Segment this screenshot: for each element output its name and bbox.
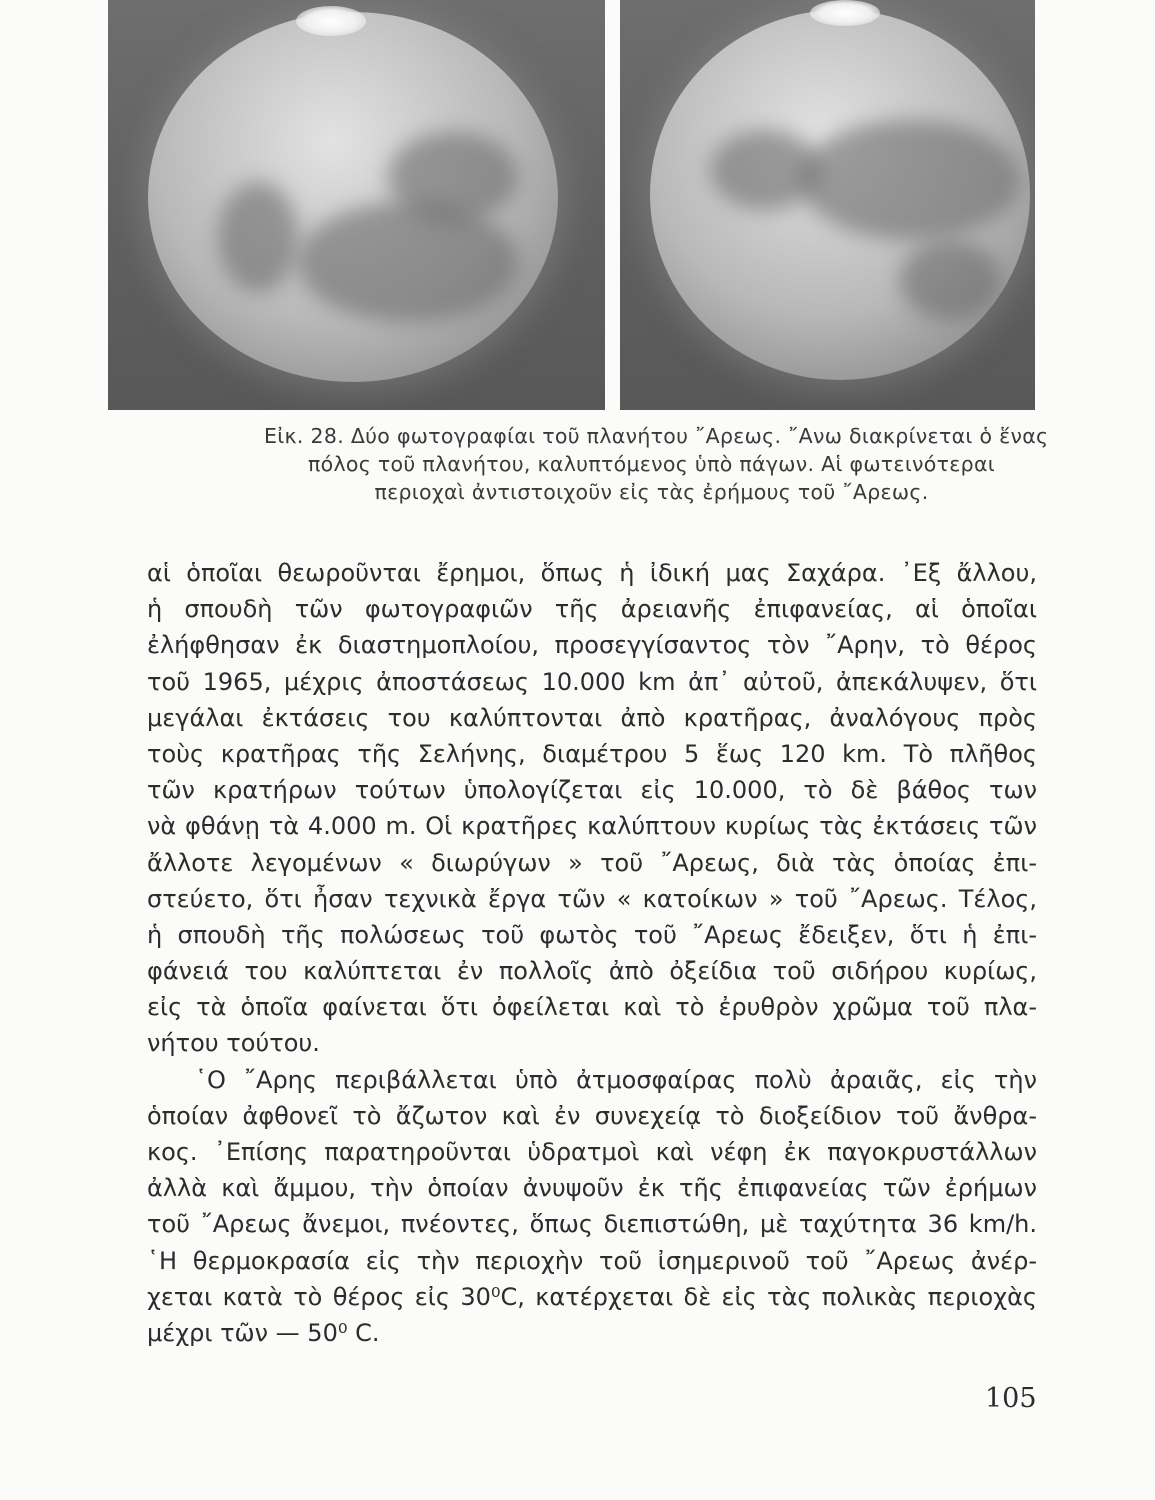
text-line: νήτου τούτου. — [147, 1029, 320, 1058]
text-line: ῾Η θερμοκρασία εἰς τὴν περιοχὴν τοῦ ἰσημερινοῦ τοῦ ῎Αρεως ἀνέρ- — [147, 1246, 1037, 1275]
text-line: ἡ σπουδὴ τῶν φωτογραφιῶν τῆς ἀρειανῆς ἐπιφανείας, αἱ ὁποῖαι — [147, 595, 1037, 624]
text-line: εἰς τὰ ὁποῖα φαίνεται ὅτι ὀφείλεται καὶ τὸ ἐρυθρὸν χρῶμα τοῦ πλα- — [147, 993, 1037, 1022]
caption-line: περιοχαὶ ἀντιστοιχοῦν εἰς τὰς ἐρήμους τοῦ ῎Αρεως. — [374, 480, 929, 504]
caption-line: Εἰκ. 28. Δύο φωτογραφίαι τοῦ πλανήτου ῎Αρεως. ῎Ανω διακρίνεται ὁ ἕνας — [264, 424, 1049, 448]
dark-region — [388, 132, 518, 222]
dark-region — [298, 202, 518, 322]
text-line: ἐλήφθησαν ἐκ διαστημοπλοίου, προσεγγίσαντος τὸν ῎Αρην, τὸ θέρος — [147, 631, 1037, 660]
figure-caption — [264, 422, 1049, 506]
dark-region — [800, 120, 1020, 240]
text-line: τοὺς κρατῆρας τῆς Σελήνης, διαμέτρου 5 ἕως 120 km. Τὸ πλῆθος — [147, 739, 1037, 768]
text-line: μεγάλαι ἐκτάσεις του καλύπτονται ἀπὸ κρατῆρας, ἀναλόγους πρὸς — [147, 703, 1037, 732]
text-line: νὰ φθάνῃ τὰ 4.000 m. Οἱ κρατῆρες καλύπτουν κυρίως τὰς ἐκτάσεις τῶν — [147, 812, 1037, 841]
text-line: τοῦ 1965, μέχρις ἀποστάσεως 10.000 km ἀπ᾽ αὐτοῦ, ἀπεκάλυψεν, ὅτι — [147, 667, 1037, 696]
dark-region — [710, 130, 820, 210]
mars-planet-right — [650, 10, 1030, 380]
text-line: αἱ ὁποῖαι θεωροῦνται ἔρημοι, ὅπως ἡ ἰδική μας Σαχάρα. ᾽Εξ ἄλλου, — [147, 559, 1037, 587]
text-line: φάνειά του καλύπτεται ἐν πολλοῖς ἀπὸ ὀξείδια τοῦ σιδήρου κυρίως, — [147, 957, 1037, 986]
text-line: κος. ᾽Επίσης παρατηροῦνται ὑδρατμοὶ καὶ νέφη ἐκ παγοκρυστάλλων — [147, 1138, 1037, 1166]
dark-region — [218, 182, 298, 292]
text-line: ἄλλοτε λεγομένων « διωρύγων » τοῦ ῎Αρεως, διὰ τὰς ὁποίας ἐπι- — [147, 848, 1037, 877]
text-line: ὁποίαν ἀφθονεῖ τὸ ἄζωτον καὶ ἐν συνεχείᾳ τὸ διοξείδιον τοῦ ἄνθρα- — [147, 1101, 1037, 1130]
text-line: τῶν κρατήρων τούτων ὑπολογίζεται εἰς 10.000, τὸ δὲ βάθος των — [147, 776, 1037, 805]
text-line: στεύετο, ὅτι ἦσαν τεχνικὰ ἔργα τῶν « κατοίκων » τοῦ ῎Αρεως. Τέλος, — [147, 884, 1037, 913]
page-number: 105 — [985, 1383, 1037, 1414]
text-line: τοῦ ῎Αρεως ἄνεμοι, πνέοντες, ὅπως διεπιστώθη, μὲ ταχύτητα 36 km/h. — [147, 1210, 1037, 1239]
polar-cap — [296, 6, 366, 36]
text-line: ἡ σπουδὴ τῆς πολώσεως τοῦ φωτὸς τοῦ ῎Αρεως ἔδειξεν, ὅτι ἡ ἐπι- — [147, 920, 1037, 949]
mars-photo-right — [620, 0, 1035, 410]
text-line: ῾Ο ῎Αρης περιβάλλεται ὑπὸ ἀτμοσφαίρας πολὺ ἀραιᾶς, εἰς τὴν — [195, 1065, 1037, 1094]
dark-region — [900, 240, 1000, 320]
polar-cap — [810, 0, 880, 26]
text-line: χεται κατὰ τὸ θέρος εἰς 30⁰C, κατέρχεται δὲ εἰς τὰς πολικὰς περιοχὰς — [147, 1282, 1037, 1311]
mars-photo-left — [108, 0, 605, 410]
text-line: μέχρι τῶν — 50⁰ C. — [147, 1318, 380, 1347]
mars-planet-left — [148, 12, 558, 382]
caption-line: πόλος τοῦ πλανήτου, καλυπτόμενος ὑπὸ πάγων. Αἱ φωτεινότεραι — [307, 452, 996, 476]
text-line: ἀλλὰ καὶ ἄμμου, τὴν ὁποίαν ἀνυψοῦν ἐκ τῆς ἐπιφανείας τῶν ἐρήμων — [147, 1174, 1037, 1203]
body-text — [147, 555, 1037, 1351]
